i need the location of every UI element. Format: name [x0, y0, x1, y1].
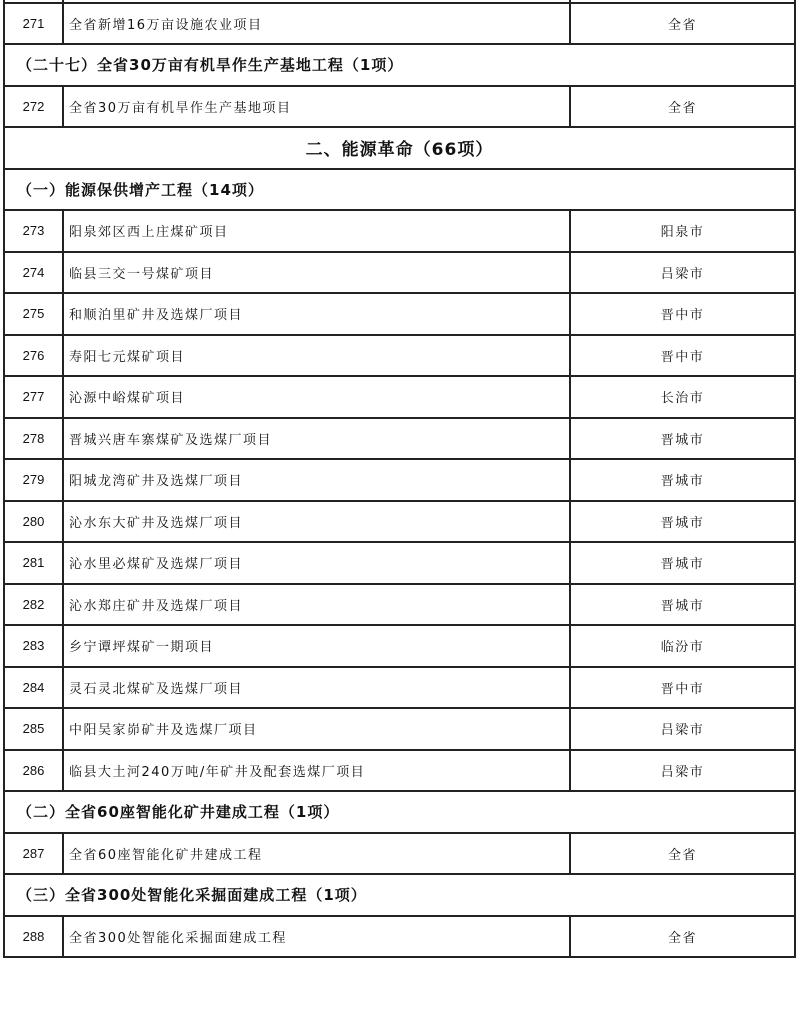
project-region: 全省	[570, 916, 795, 958]
project-region: 全省	[570, 833, 795, 875]
project-region: 晋城市	[570, 584, 795, 626]
project-name: 临县大土河240万吨/年矿井及配套选煤厂项目	[63, 750, 570, 792]
project-region: 晋城市	[570, 501, 795, 543]
row-number: 275	[4, 293, 63, 335]
row-number: 287	[4, 833, 63, 875]
section-title: （一）能源保供增产工程（14项）	[4, 169, 795, 211]
row-number: 288	[4, 916, 63, 958]
row-number: 277	[4, 376, 63, 418]
section-title: （二十七）全省30万亩有机旱作生产基地工程（1项）	[4, 44, 795, 86]
project-name: 沁水郑庄矿井及选煤厂项目	[63, 584, 570, 626]
row-number: 280	[4, 501, 63, 543]
table-row	[4, 916, 795, 958]
row-number: 278	[4, 418, 63, 460]
table-row	[4, 542, 795, 584]
project-region: 吕梁市	[570, 750, 795, 792]
project-name: 全省30万亩有机旱作生产基地项目	[63, 86, 570, 128]
project-name: 乡宁谭坪煤矿一期项目	[63, 625, 570, 667]
row-number: 283	[4, 625, 63, 667]
project-name: 灵石灵北煤矿及选煤厂项目	[63, 667, 570, 709]
row-number: 281	[4, 542, 63, 584]
row-number: 271	[4, 3, 63, 45]
project-region: 晋中市	[570, 335, 795, 377]
project-name: 沁源中峪煤矿项目	[63, 376, 570, 418]
project-region: 晋城市	[570, 418, 795, 460]
table-row	[4, 293, 795, 335]
table-row	[4, 501, 795, 543]
project-name: 全省300处智能化采掘面建成工程	[63, 916, 570, 958]
table-row	[4, 708, 795, 750]
project-name: 沁水里必煤矿及选煤厂项目	[63, 542, 570, 584]
table-row	[4, 252, 795, 294]
project-table	[3, 0, 796, 958]
project-name: 和顺泊里矿井及选煤厂项目	[63, 293, 570, 335]
project-region: 全省	[570, 86, 795, 128]
project-region: 吕梁市	[570, 252, 795, 294]
row-number: 286	[4, 750, 63, 792]
project-region: 晋中市	[570, 293, 795, 335]
project-region: 晋城市	[570, 542, 795, 584]
project-name: 临县三交一号煤矿项目	[63, 252, 570, 294]
project-name: 全省新增16万亩设施农业项目	[63, 3, 570, 45]
project-name: 阳城龙湾矿井及选煤厂项目	[63, 459, 570, 501]
project-name: 中阳吴家峁矿井及选煤厂项目	[63, 708, 570, 750]
project-name: 沁水东大矿井及选煤厂项目	[63, 501, 570, 543]
row-number: 285	[4, 708, 63, 750]
project-region: 全省	[570, 3, 795, 45]
section-header-row	[4, 874, 795, 916]
section-header-row	[4, 791, 795, 833]
project-region: 晋中市	[570, 667, 795, 709]
row-number: 279	[4, 459, 63, 501]
major-category-title: 二、能源革命（66项）	[4, 127, 795, 169]
project-region: 晋城市	[570, 459, 795, 501]
table-row	[4, 833, 795, 875]
project-region: 长治市	[570, 376, 795, 418]
table-row	[4, 3, 795, 45]
project-name: 寿阳七元煤矿项目	[63, 335, 570, 377]
project-name: 全省60座智能化矿井建成工程	[63, 833, 570, 875]
project-region: 阳泉市	[570, 210, 795, 252]
row-number: 282	[4, 584, 63, 626]
table-row	[4, 418, 795, 460]
table-row	[4, 376, 795, 418]
row-number: 274	[4, 252, 63, 294]
section-title: （三）全省300处智能化采掘面建成工程（1项）	[4, 874, 795, 916]
section-header-row	[4, 44, 795, 86]
table-row	[4, 584, 795, 626]
row-number: 284	[4, 667, 63, 709]
section-title: （二）全省60座智能化矿井建成工程（1项）	[4, 791, 795, 833]
project-name: 阳泉郊区西上庄煤矿项目	[63, 210, 570, 252]
project-region: 临汾市	[570, 625, 795, 667]
project-region: 吕梁市	[570, 708, 795, 750]
section-header-row	[4, 169, 795, 211]
table-row	[4, 625, 795, 667]
table-row	[4, 210, 795, 252]
table-row	[4, 86, 795, 128]
row-number: 273	[4, 210, 63, 252]
project-name: 晋城兴唐车寨煤矿及选煤厂项目	[63, 418, 570, 460]
row-number: 276	[4, 335, 63, 377]
table-row	[4, 750, 795, 792]
table-row	[4, 459, 795, 501]
row-number: 272	[4, 86, 63, 128]
table-row	[4, 335, 795, 377]
major-category-row	[4, 127, 795, 169]
table-row	[4, 667, 795, 709]
